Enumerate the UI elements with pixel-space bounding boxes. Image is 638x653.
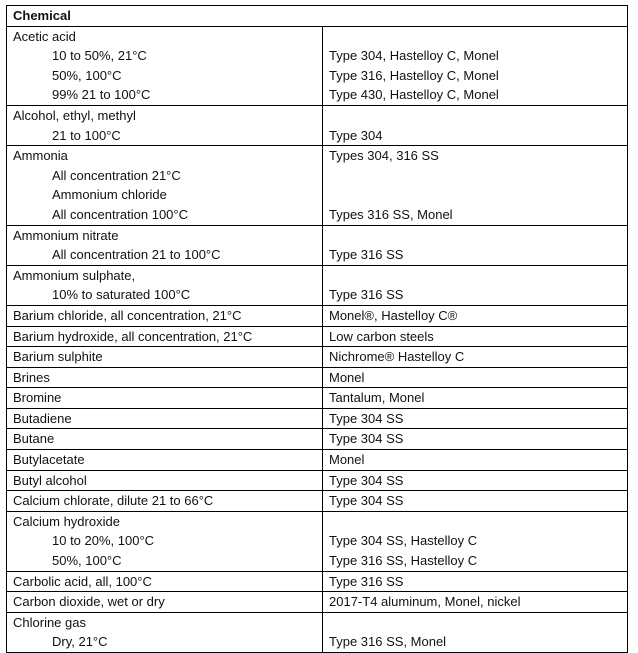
chemical-condition: Dry, 21°C xyxy=(52,634,108,650)
chemical-compatibility-table xyxy=(6,5,628,653)
material-text: Types 304, 316 SS xyxy=(329,148,439,164)
chemical-name: Brines xyxy=(13,369,50,385)
table-row xyxy=(7,612,628,652)
chemical-cell xyxy=(7,592,323,613)
chemical-cell xyxy=(7,450,323,471)
chemical-name: Calcium hydroxide xyxy=(13,513,120,529)
material-text xyxy=(329,226,627,246)
chemical-cell xyxy=(7,612,323,652)
chemical-cell xyxy=(7,225,323,265)
material-text: Monel xyxy=(329,369,365,385)
chemical-name: Barium hydroxide, all concentration, 21°C xyxy=(13,328,253,344)
material-text: Monel xyxy=(329,452,365,468)
material-cell xyxy=(323,305,628,326)
chemical-name: Carbolic acid, all, 100°C xyxy=(13,573,152,589)
chemical-name: Ammonium sulphate, xyxy=(13,267,136,283)
chemical-name: Butadiene xyxy=(13,410,72,426)
header-chemical: Chemical xyxy=(7,6,628,27)
material-text xyxy=(329,613,627,633)
material-text: Type 316 SS xyxy=(329,287,404,303)
chemical-name: Alcohol, ethyl, methyl xyxy=(13,107,136,123)
material-text: Type 304 SS xyxy=(329,410,404,426)
document-page xyxy=(6,5,628,653)
chemical-cell xyxy=(7,408,323,429)
chemical-name: Butylacetate xyxy=(13,452,85,468)
chemical-cell xyxy=(7,367,323,388)
material-text: Type 304 SS xyxy=(329,472,404,488)
material-cell xyxy=(323,26,628,105)
material-text: 2017-T4 aluminum, Monel, nickel xyxy=(329,594,521,610)
material-text: Type 316, Hastelloy C, Monel xyxy=(329,67,499,83)
material-cell xyxy=(323,612,628,652)
table-row xyxy=(7,326,628,347)
material-text: Type 316 SS xyxy=(329,573,404,589)
table-row xyxy=(7,265,628,305)
chemical-condition: 10% to saturated 100°C xyxy=(52,287,191,303)
chemical-name: Ammonia xyxy=(13,148,68,164)
material-cell xyxy=(323,592,628,613)
table-row xyxy=(7,491,628,512)
material-text: Type 316 SS, Monel xyxy=(329,634,447,650)
chemical-condition: Ammonium chloride xyxy=(52,187,167,203)
table-row xyxy=(7,450,628,471)
chemical-name: Butyl alcohol xyxy=(13,472,87,488)
table-row xyxy=(7,347,628,368)
material-cell xyxy=(323,470,628,491)
material-cell xyxy=(323,408,628,429)
material-text: Low carbon steels xyxy=(329,328,434,344)
chemical-condition: 10 to 20%, 100°C xyxy=(52,533,155,549)
material-cell xyxy=(323,326,628,347)
table-row xyxy=(7,225,628,265)
chemical-cell xyxy=(7,105,323,145)
material-cell xyxy=(323,429,628,450)
material-text: Types 316 SS, Monel xyxy=(329,206,453,222)
chemical-cell xyxy=(7,347,323,368)
chemical-name: Barium sulphite xyxy=(13,349,103,365)
chemical-cell xyxy=(7,388,323,409)
material-text: Type 304 SS xyxy=(329,431,404,447)
material-text: Nichrome® Hastelloy C xyxy=(329,349,465,365)
table-row xyxy=(7,408,628,429)
chemical-condition: 50%, 100°C xyxy=(52,67,122,83)
material-cell xyxy=(323,571,628,592)
material-cell xyxy=(323,347,628,368)
chemical-name: Carbon dioxide, wet or dry xyxy=(13,594,165,610)
material-text: Tantalum, Monel xyxy=(329,390,425,406)
table-row xyxy=(7,571,628,592)
chemical-condition: 50%, 100°C xyxy=(52,553,122,569)
chemical-name: Chlorine gas xyxy=(13,614,86,630)
chemical-name: Butane xyxy=(13,431,55,447)
chemical-condition: All concentration 100°C xyxy=(52,206,188,222)
table-row xyxy=(7,592,628,613)
chemical-cell xyxy=(7,26,323,105)
chemical-condition: All concentration 21°C xyxy=(52,167,181,183)
material-text: Type 304 xyxy=(329,127,383,143)
chemical-name: Bromine xyxy=(13,390,62,406)
material-cell xyxy=(323,225,628,265)
chemical-cell xyxy=(7,429,323,450)
material-cell xyxy=(323,450,628,471)
material-text: Type 316 SS, Hastelloy C xyxy=(329,553,478,569)
material-text: Monel®, Hastelloy C® xyxy=(329,307,458,323)
table-row xyxy=(7,429,628,450)
material-text: Type 304 SS xyxy=(329,493,404,509)
chemical-name: Ammonium nitrate xyxy=(13,227,119,243)
chemical-cell xyxy=(7,571,323,592)
material-text: Type 304 SS, Hastelloy C xyxy=(329,533,478,549)
material-cell xyxy=(323,511,628,571)
material-cell xyxy=(323,367,628,388)
chemical-cell xyxy=(7,265,323,305)
table-row xyxy=(7,388,628,409)
table-row xyxy=(7,367,628,388)
chemical-condition: 21 to 100°C xyxy=(52,127,121,143)
material-text xyxy=(329,106,627,126)
material-text xyxy=(329,27,627,47)
material-cell xyxy=(323,105,628,145)
material-cell xyxy=(323,146,628,225)
material-text xyxy=(329,266,627,286)
chemical-cell xyxy=(7,511,323,571)
table-header-row xyxy=(7,6,628,27)
material-text xyxy=(329,166,627,186)
table-row xyxy=(7,470,628,491)
material-text: Type 304, Hastelloy C, Monel xyxy=(329,48,499,64)
chemical-condition: 99% 21 to 100°C xyxy=(52,87,151,103)
chemical-cell xyxy=(7,470,323,491)
material-text xyxy=(329,512,627,532)
chemical-cell xyxy=(7,305,323,326)
table-row xyxy=(7,305,628,326)
chemical-cell xyxy=(7,146,323,225)
chemical-condition: 10 to 50%, 21°C xyxy=(52,48,147,64)
material-cell xyxy=(323,265,628,305)
table-row xyxy=(7,511,628,571)
material-text: Type 316 SS xyxy=(329,247,404,263)
table-body xyxy=(7,26,628,652)
chemical-name: Barium chloride, all concentration, 21°C xyxy=(13,307,242,323)
chemical-condition: All concentration 21 to 100°C xyxy=(52,247,221,263)
table-row xyxy=(7,26,628,105)
chemical-cell xyxy=(7,326,323,347)
chemical-name: Calcium chlorate, dilute 21 to 66°C xyxy=(13,493,214,509)
material-cell xyxy=(323,491,628,512)
chemical-name: Acetic acid xyxy=(13,28,76,44)
table-row xyxy=(7,146,628,225)
material-text xyxy=(329,185,627,205)
chemical-cell xyxy=(7,491,323,512)
table-row xyxy=(7,105,628,145)
material-cell xyxy=(323,388,628,409)
material-text: Type 430, Hastelloy C, Monel xyxy=(329,87,499,103)
